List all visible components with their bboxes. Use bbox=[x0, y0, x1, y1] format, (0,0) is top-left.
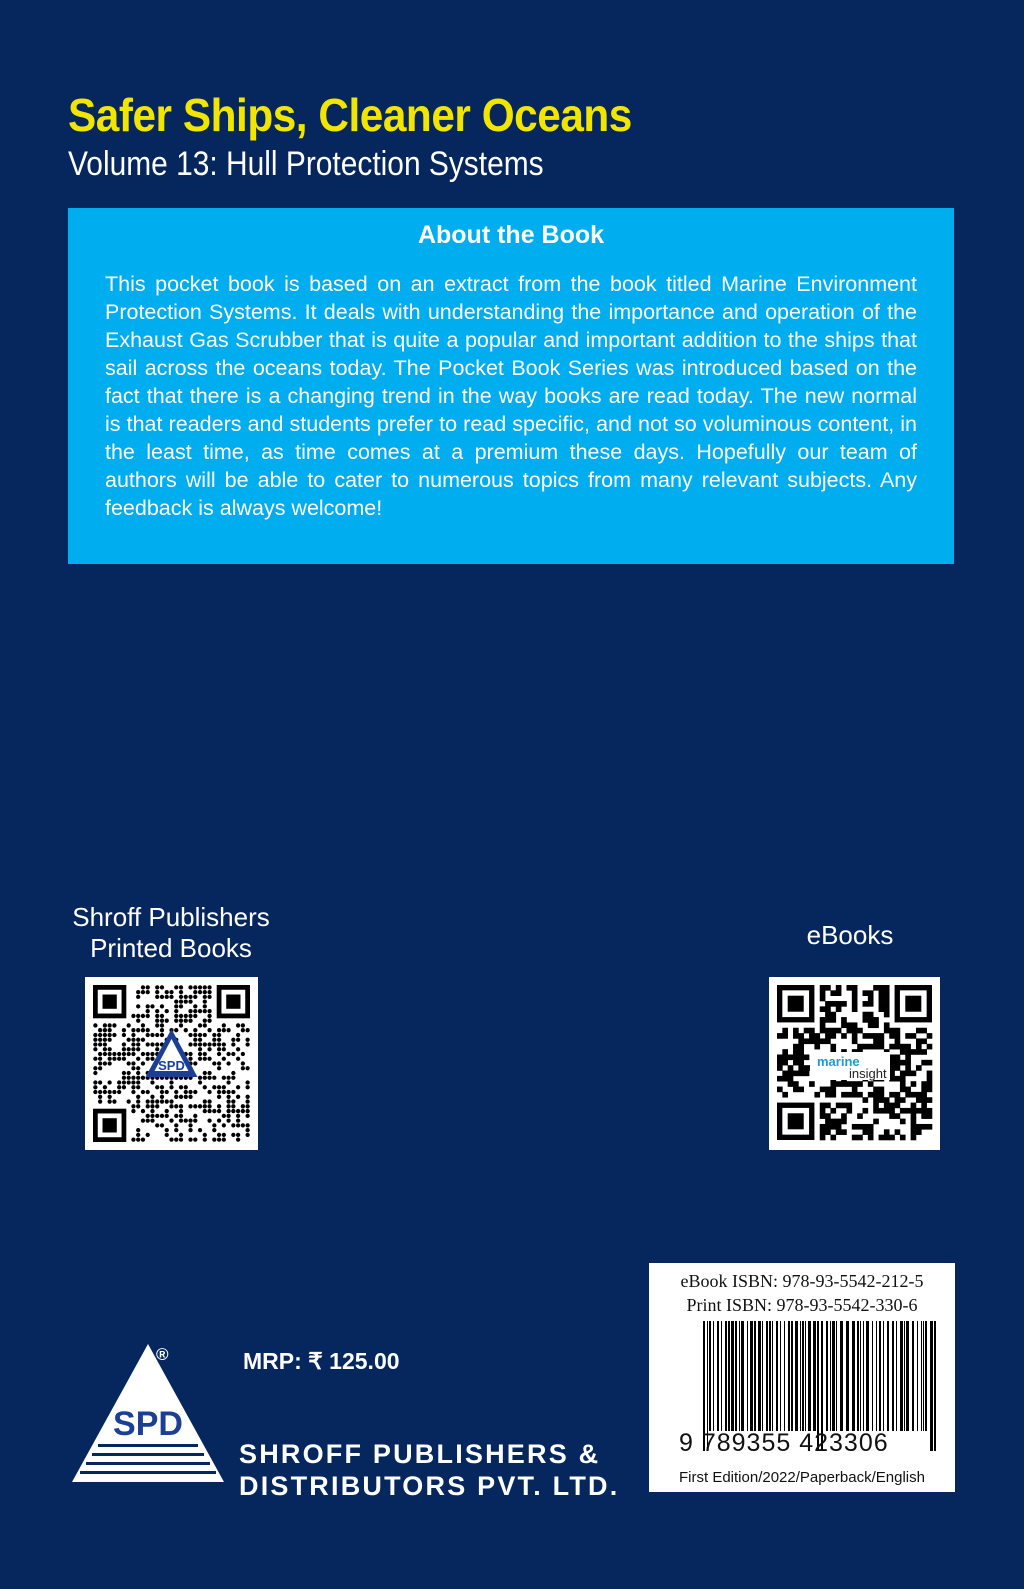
edition-info: First Edition/2022/Paperback/English bbox=[679, 1469, 925, 1486]
printed-books-label-line1: Shroff Publishers bbox=[72, 902, 270, 932]
ebooks-qr-code[interactable] bbox=[769, 977, 940, 1150]
book-title: Safer Ships, Cleaner Oceans bbox=[68, 89, 632, 141]
ebook-isbn: eBook ISBN: 978-93-5542-212-5 bbox=[680, 1271, 924, 1291]
printed-books-label bbox=[72, 902, 270, 964]
book-subtitle: Volume 13: Hull Protection Systems bbox=[68, 145, 544, 183]
spd-logo bbox=[68, 1340, 228, 1500]
qr-marine-logo-text: marine bbox=[817, 1054, 860, 1069]
registered-mark: ® bbox=[156, 1345, 169, 1364]
about-the-book-box bbox=[68, 208, 954, 564]
spd-logo-text: SPD bbox=[113, 1405, 183, 1443]
isbn-barcode-panel bbox=[649, 1263, 955, 1492]
barcode-digits: 9 789355 423306 bbox=[679, 1429, 889, 1457]
qr-spd-logo-text: SPD bbox=[158, 1058, 185, 1073]
mrp-price: MRP: ₹ 125.00 bbox=[243, 1348, 400, 1374]
publisher-name-line2: DISTRIBUTORS PVT. LTD. bbox=[239, 1471, 620, 1501]
about-heading: About the Book bbox=[417, 221, 605, 249]
qr-insight-logo-text: insight bbox=[849, 1066, 887, 1081]
printed-books-label-line2: Printed Books bbox=[90, 933, 252, 963]
qr-code-icon bbox=[769, 977, 940, 1150]
ebooks-label: eBooks bbox=[806, 920, 894, 950]
publisher-name-line1: SHROFF PUBLISHERS & bbox=[239, 1439, 601, 1469]
qr-code-icon bbox=[85, 977, 258, 1150]
print-isbn: Print ISBN: 978-93-5542-330-6 bbox=[686, 1295, 918, 1315]
about-description: This pocket book is based on an extract from the book titled Marine Environment Protection Systems. It deals with understanding the importance and operation of the Exhaust Gas Scrubber that is quite a popular and important addition to the ships that sail across the oceans today. The Pocket Book Series was introduced based on the fact that there is a changing trend in the way books are read today. The new normal is that readers and students prefer to read specific, and not so voluminous content, in the least time, as time comes at a premium these days. Hopefully our team of authors will be able to cater to numerous topics from many relevant subjects. Any feedback is always welcome! bbox=[105, 272, 917, 520]
publisher-name bbox=[239, 1438, 619, 1502]
printed-books-qr-code[interactable] bbox=[85, 977, 258, 1150]
